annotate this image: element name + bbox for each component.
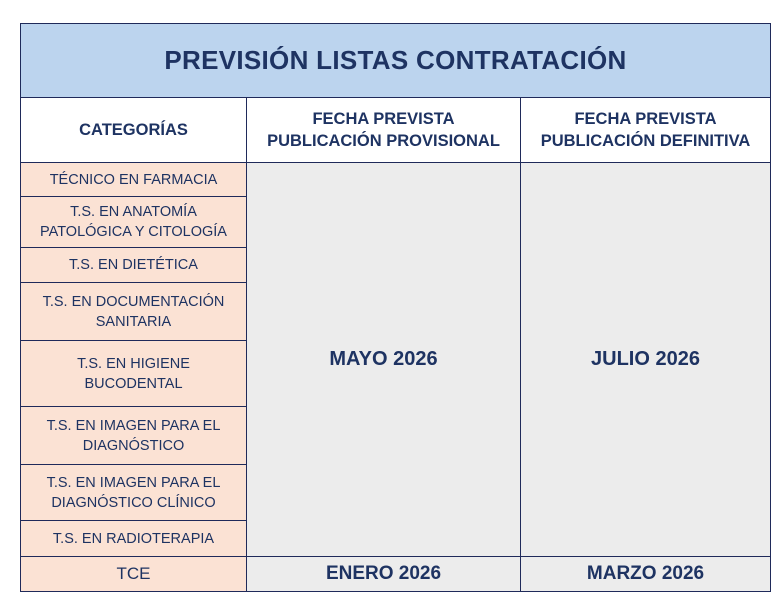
header-provisional-date xyxy=(247,98,521,163)
category-label: T.S. EN DOCUMENTACIÓN SANITARIA xyxy=(42,293,225,330)
category-cell: T.S. EN DIETÉTICA xyxy=(21,248,247,283)
tce-category-cell: TCE xyxy=(21,557,247,592)
table-title: PREVISIÓN LISTAS CONTRATACIÓN xyxy=(21,24,771,98)
category-cell xyxy=(21,465,247,521)
contract-list-forecast-table xyxy=(20,23,770,595)
category-cell: TÉCNICO EN FARMACIA xyxy=(21,163,247,197)
header-provisional-label: FECHA PREVISTA PUBLICACIÓN PROVISIONAL xyxy=(267,110,500,150)
category-cell xyxy=(21,407,247,465)
category-cell: T.S. EN RADIOTERAPIA xyxy=(21,521,247,557)
header-definitive-date xyxy=(521,98,771,163)
group-definitive-date: JULIO 2026 xyxy=(521,163,771,557)
header-definitive-label: FECHA PREVISTA PUBLICACIÓN DEFINITIVA xyxy=(540,110,751,150)
tce-provisional-date: ENERO 2026 xyxy=(247,557,521,592)
category-label: T.S. EN IMAGEN PARA EL DIAGNÓSTICO xyxy=(46,417,221,454)
tce-definitive-date: MARZO 2026 xyxy=(521,557,771,592)
category-cell: T.S. EN HIGIENE BUCODENTAL xyxy=(21,341,247,407)
category-cell xyxy=(21,283,247,341)
category-label: T.S. EN IMAGEN PARA EL DIAGNÓSTICO CLÍNICO xyxy=(46,474,221,511)
forecast-table xyxy=(20,23,771,592)
group-provisional-date: MAYO 2026 xyxy=(247,163,521,557)
header-categories: CATEGORÍAS xyxy=(21,98,247,163)
category-cell: T.S. EN ANATOMÍA PATOLÓGICA Y CITOLOGÍA xyxy=(21,197,247,248)
